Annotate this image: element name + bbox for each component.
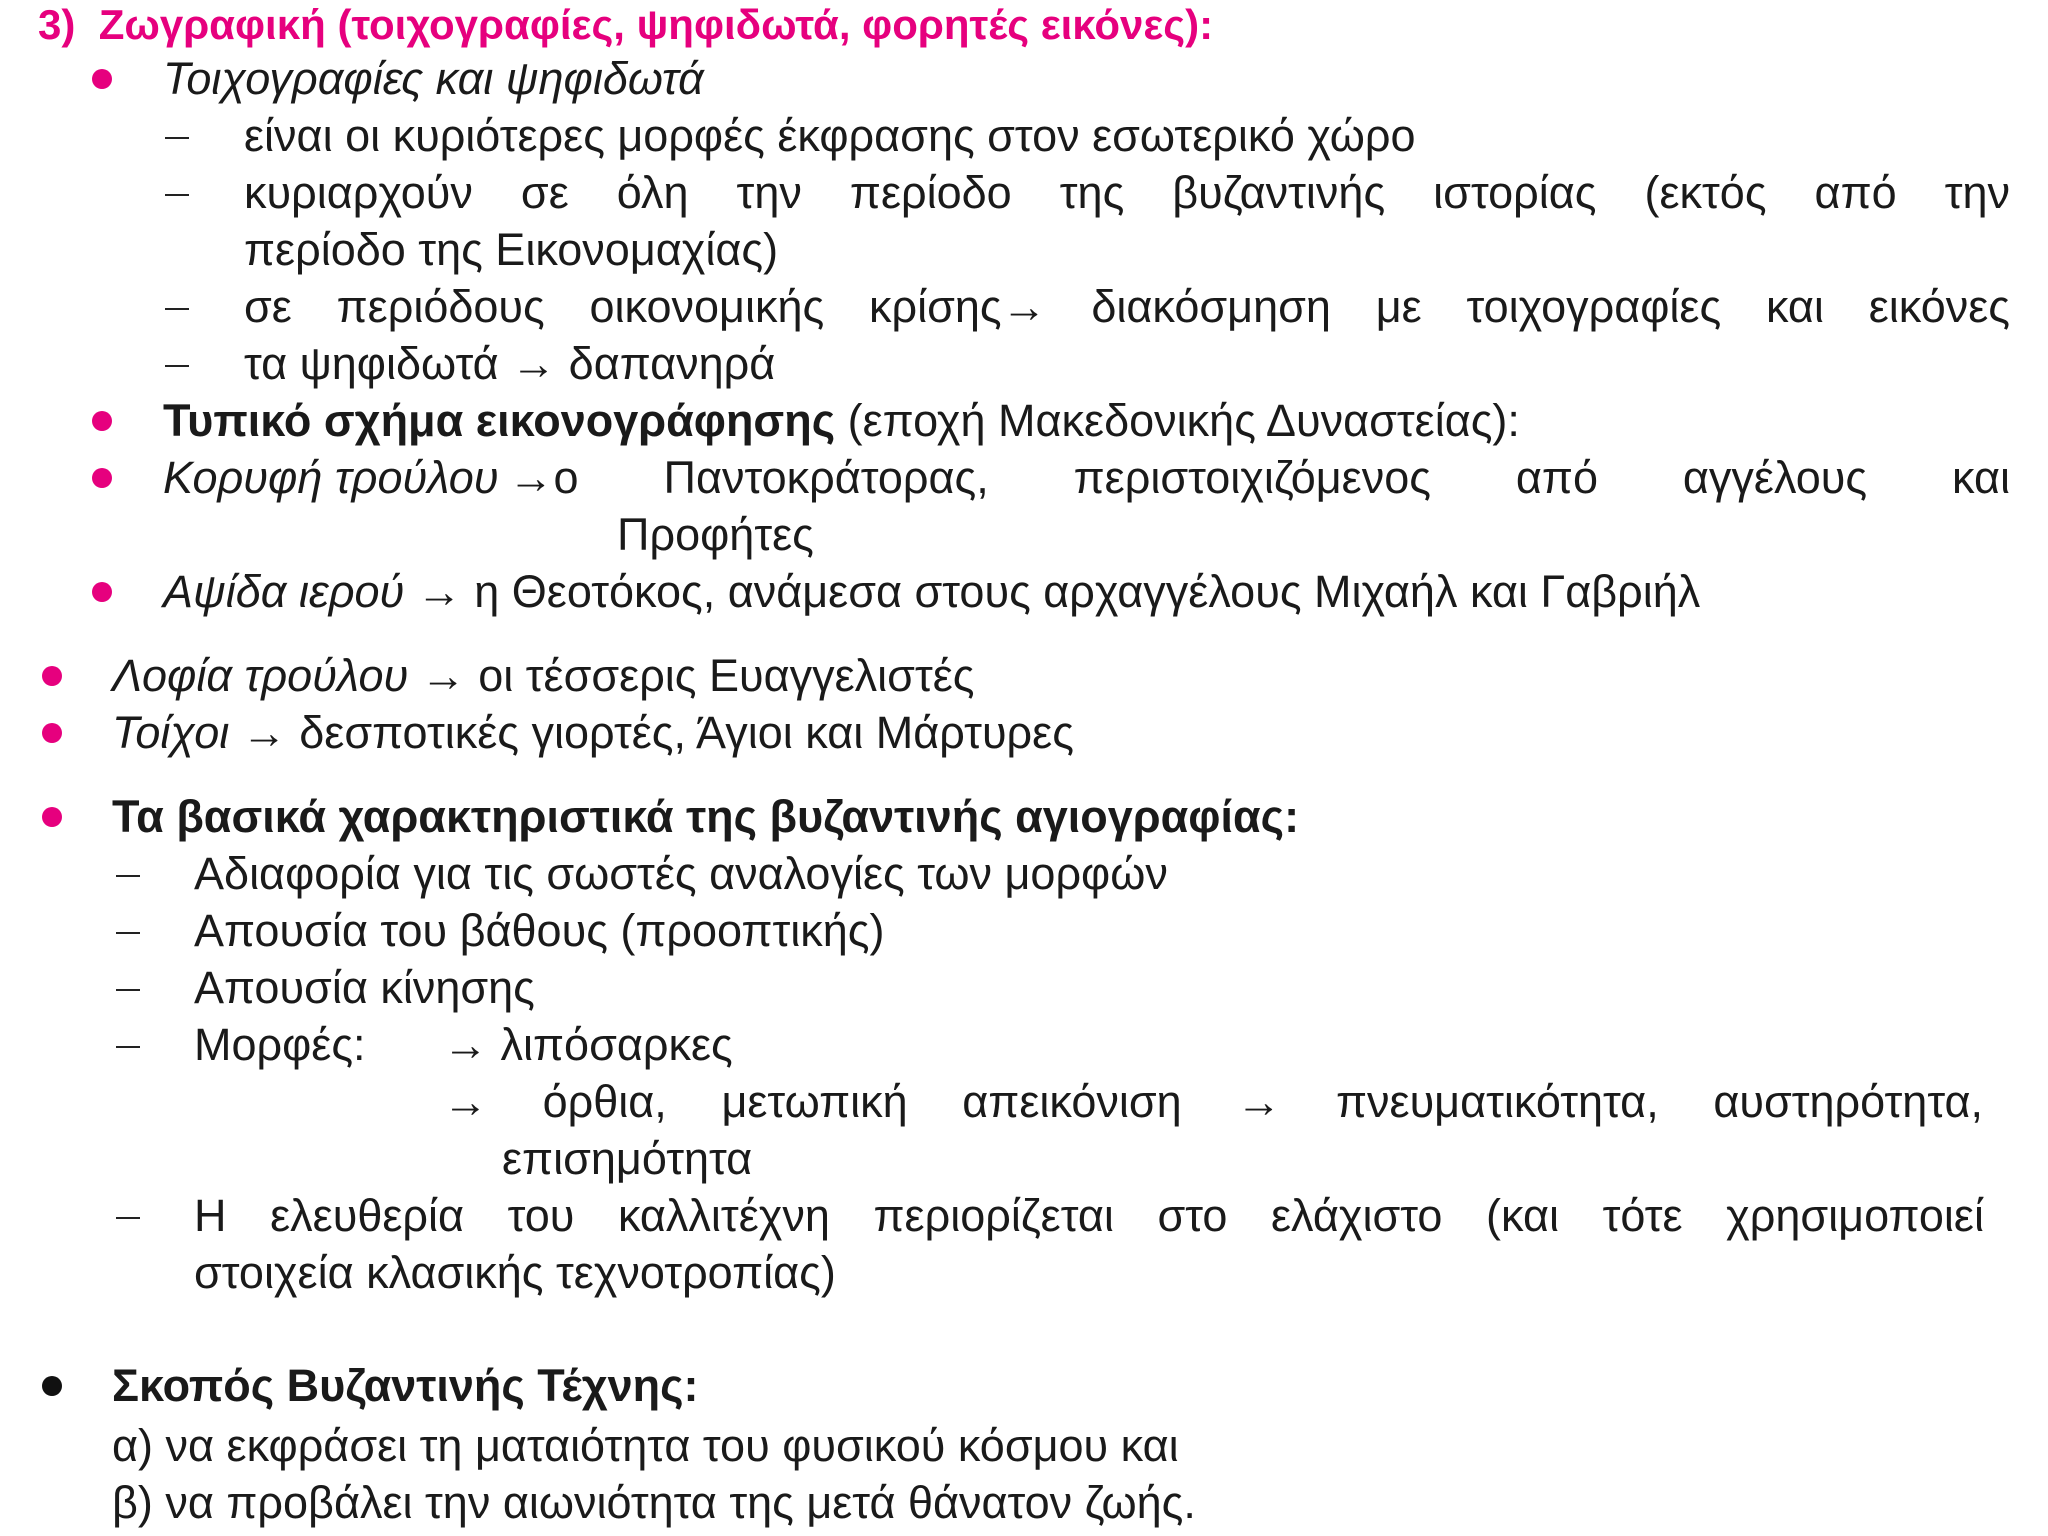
apse-text: → η Θεοτόκος, ανάμεσα στους αρχαγγέλους Μιχαήλ και Γαβριήλ: [404, 566, 1701, 617]
walls-label: Τοίχοι: [112, 707, 230, 758]
pendentives-line: [112, 647, 974, 705]
dash-icon: [165, 308, 189, 310]
dash-icon: [116, 989, 140, 991]
apse-line: [163, 563, 1700, 621]
apse-label: Αψίδα ιερού: [163, 566, 405, 617]
purpose-title: Σκοπός Βυζαντινής Τέχνης:: [112, 1360, 699, 1411]
figures-line-2: → όρθια, μετωπική απεικόνιση → πνευματικότητα, αυστηρότητα,: [443, 1076, 1983, 1127]
characteristics-title: Τα βασικά χαρακτηριστικά της βυζαντινής αγιογραφίας:: [112, 791, 1300, 842]
bullet-icon: [92, 69, 112, 89]
frescoes-item-4: τα ψηφιδωτά → δαπανηρά: [244, 338, 776, 389]
section-title: Ζωγραφική (τοιχογραφίες, ψηφιδωτά, φορητές εικόνες):: [98, 1, 1214, 48]
freedom-line-2: στοιχεία κλασικής τεχνοτροπίας): [194, 1247, 836, 1298]
figures-label: Μορφές:: [194, 1019, 366, 1070]
section-number: 3): [38, 1, 76, 48]
pendentives-text: → οι τέσσερις Ευαγγελιστές: [408, 650, 975, 701]
characteristics-item-3: Απουσία κίνησης: [194, 962, 535, 1013]
purpose-line-a: α) να εκφράσει τη ματαιότητα του φυσικού κόσμου και: [112, 1420, 1179, 1471]
walls-line: [112, 704, 1074, 762]
purpose-line-b: β) να προβάλει την αιωνιότητα της μετά θάνατον ζωής.: [112, 1477, 1196, 1528]
dome-top-continuation: Προφήτες: [617, 509, 814, 560]
freedom-line-1: Η ελευθερία του καλλιτέχνη περιορίζεται στο ελάχιστο (και τότε χρησιμοποιεί: [194, 1190, 1984, 1241]
frescoes-title: Τοιχογραφίες και ψηφιδωτά: [163, 53, 704, 104]
dash-icon: [165, 194, 189, 196]
scheme-title-rest: (εποχή Μακεδονικής Δυναστείας):: [835, 395, 1520, 446]
frescoes-item-2-continued: περίοδο της Εικονομαχίας): [244, 224, 779, 275]
scheme-title: [163, 392, 1520, 450]
scheme-title-bold: Τυπικό σχήμα εικονογράφησης: [163, 395, 836, 446]
bullet-icon: [92, 411, 112, 431]
section-heading: [38, 0, 1213, 54]
characteristics-item-1: Αδιαφορία για τις σωστές αναλογίες των μορφών: [194, 848, 1168, 899]
frescoes-item-2: κυριαρχούν σε όλη την περίοδο της βυζαντινής ιστορίας (εκτός από την: [244, 167, 2010, 218]
dash-icon: [165, 365, 189, 367]
bullet-icon: [42, 723, 62, 743]
bullet-icon: [92, 468, 112, 488]
walls-text: → δεσποτικές γιορτές, Άγιοι και Μάρτυρες: [229, 707, 1074, 758]
dash-icon: [116, 1217, 140, 1219]
bullet-icon: [42, 666, 62, 686]
bullet-icon: [42, 807, 62, 827]
characteristics-item-2: Απουσία του βάθους (προοπτικής): [194, 905, 885, 956]
figures-line-3: επισημότητα: [502, 1133, 753, 1184]
dome-top-text: →ο Παντοκράτορας, περιστοιχιζόμενος από αγγέλους και: [508, 452, 2010, 503]
pendentives-label: Λοφία τρούλου: [112, 650, 409, 701]
figures-line-1: → λιπόσαρκες: [443, 1019, 733, 1070]
dash-icon: [116, 932, 140, 934]
frescoes-item-3: σε περιόδους οικονομικής κρίσης→ διακόσμηση με τοιχογραφίες και εικόνες: [244, 281, 2010, 332]
dash-icon: [116, 1046, 140, 1048]
bullet-icon: [92, 582, 112, 602]
dome-top-label: Κορυφή τρούλου: [163, 452, 499, 503]
frescoes-item-1: είναι οι κυριότερες μορφές έκφρασης στον εσωτερικό χώρο: [244, 110, 1416, 161]
dome-top-line: [163, 449, 2010, 507]
dash-icon: [116, 875, 140, 877]
dash-icon: [165, 137, 189, 139]
bullet-icon: [42, 1376, 62, 1396]
